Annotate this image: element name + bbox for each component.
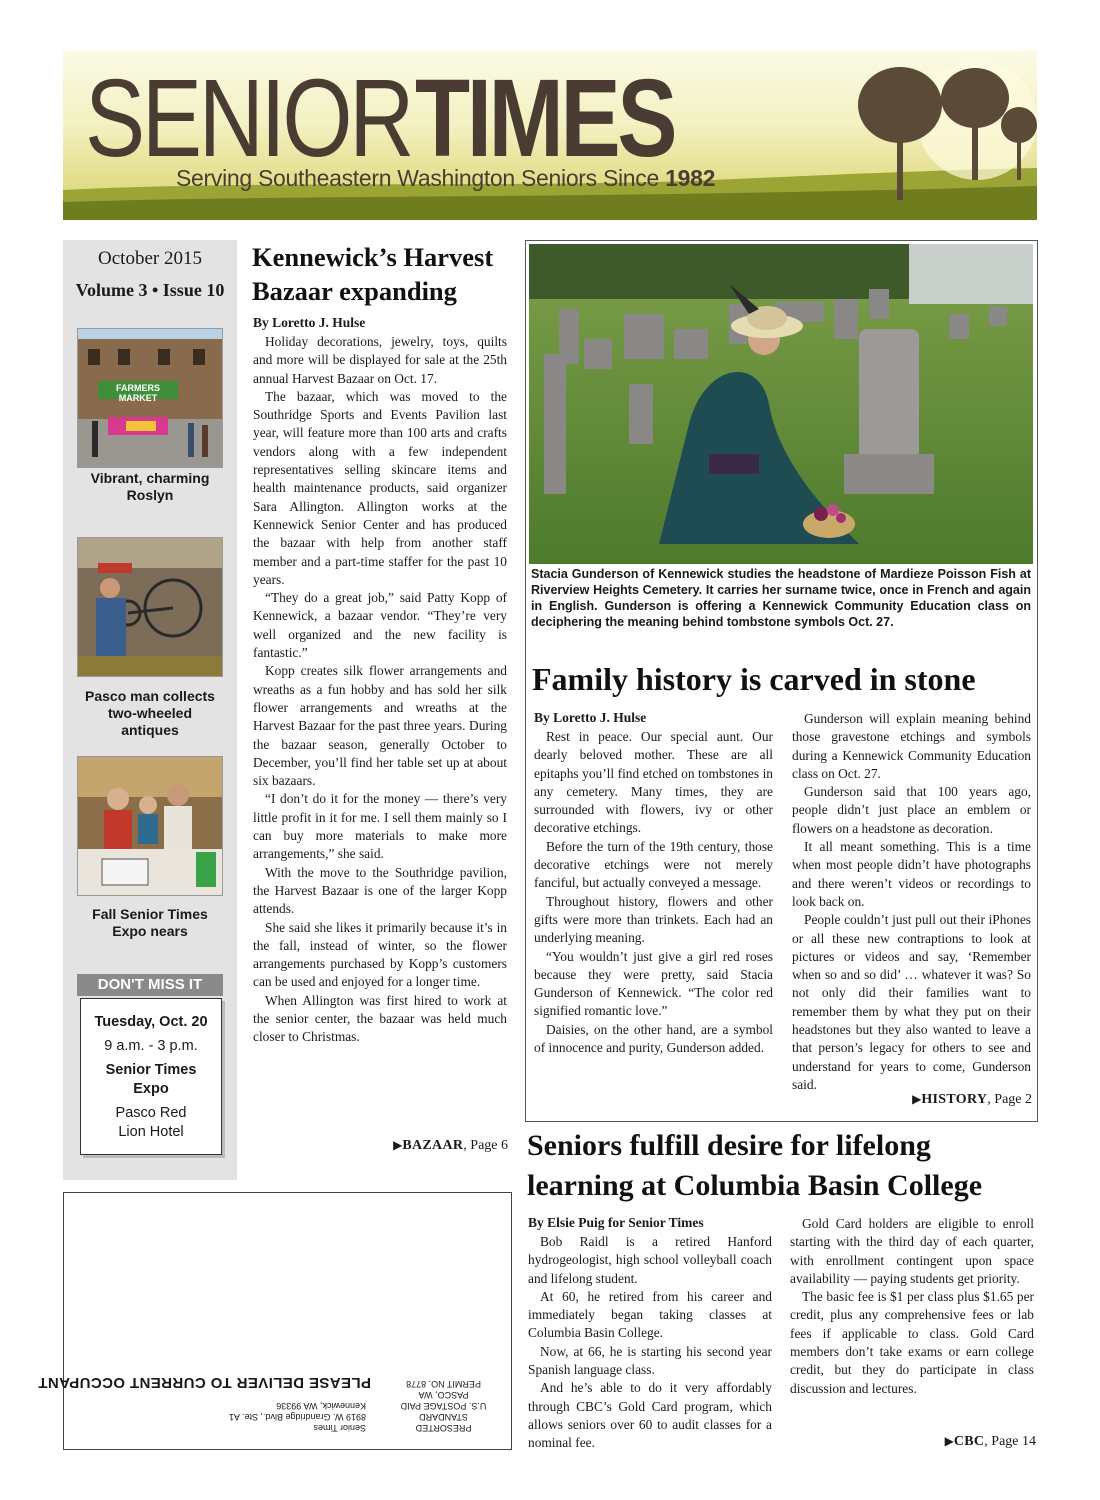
cemetery-photo-icon [529, 244, 1033, 564]
paragraph: Throughout history, flowers and other gifts were more than trinkets. Each had an underlying meaning. [534, 893, 773, 946]
postage-line: PERMIT NO. 8778 [406, 1379, 481, 1389]
jump-label: BAZAAR [402, 1138, 464, 1153]
cbc-col1 [528, 1233, 772, 1453]
arrow-right-icon: ▶ [944, 1434, 954, 1448]
paragraph: At 60, he retired from his career and immediately began taking classes at Columbia Basin College. [528, 1288, 772, 1341]
tagline-year: 1982 [665, 165, 716, 191]
mailing-label-box [37, 1192, 512, 1450]
dont-miss-label: DON'T MISS IT [77, 974, 223, 996]
trees-icon [777, 50, 1037, 220]
paragraph: “You wouldn’t just give a girl red roses because they were pretty, said Stacia Gunderson of Kennewick. “The color red signified romantic love.” [534, 948, 773, 1019]
roslyn-caption[interactable] [63, 470, 237, 504]
jump-page: , Page 2 [987, 1092, 1032, 1107]
caption-line: Roslyn [126, 487, 174, 503]
history-col1 [534, 728, 773, 1057]
paragraph: “They do a great job,” said Patty Kopp of Kennewick, a bazaar vendor. “They’re very well organized and the new facility is fantastic.” [253, 590, 507, 661]
return-address [229, 1400, 366, 1433]
paragraph: It all meant something. This is a time when most people didn’t have photographs and there weren’t videos or recordings to look back on. [792, 839, 1031, 909]
arrow-right-icon: ▶ [912, 1092, 922, 1106]
photo-caption: Stacia Gunderson of Kennewick studies the headstone of Mardieze Poisson Fish at Riverview Heights Cemetery. It carries her surname twice, once in French and again in English. Gunderson is offering a Kennewick Community Education class on deciphering the meaning behind tombstone symbols Oct. 27. [531, 567, 1031, 629]
caption-line: Vibrant, charming [90, 470, 210, 486]
expo-thumbnail[interactable] [77, 756, 223, 896]
bazaar-body [253, 333, 507, 1047]
issue-date: October 2015 [98, 248, 202, 269]
bicycle-photo-icon [78, 538, 222, 676]
cbc-col2 [790, 1215, 1034, 1398]
return-line: Senior Times [313, 1423, 366, 1433]
history-byline: By Loretto J. Hulse [534, 710, 647, 725]
caption-line: Fall Senior Times [92, 906, 208, 922]
event-venue: Lion Hotel [118, 1124, 184, 1140]
cbc-headline[interactable] [527, 1126, 1037, 1206]
postage-permit [396, 1378, 491, 1433]
paragraph: Gold Card holders are eligible to enroll starting with the third day of each quarter, with enrollment contingent upon space availability — paying students get priority. [790, 1216, 1034, 1286]
paragraph: Holiday decorations, jewelry, toys, quilts and more will be displayed for sale at the 25th annual Harvest Bazaar on Oct. 17. [253, 334, 507, 386]
bazaar-headline[interactable] [252, 240, 517, 308]
postage-line: PRESORTED [415, 1423, 472, 1433]
paragraph: When Allington was first hired to work at the senior center, the bazaar was held much closer to Christmas. [253, 992, 507, 1045]
paragraph: She said she likes it primarily because it’s in the fall, instead of winter, so the flower arrangements purchased by Kopp’s customers can be used and enjoyed for a longer time. [253, 919, 507, 990]
masthead [63, 50, 1037, 220]
paragraph: Daisies, on the other hand, are a symbol of innocence and purity, Gunderson added. [534, 1021, 773, 1056]
event-venue: Pasco Red [115, 1105, 187, 1121]
headline-line: Bazaar expanding [252, 276, 457, 306]
bazaar-byline: By Loretto J. Hulse [253, 315, 366, 330]
event-name: Expo [133, 1081, 169, 1097]
caption-line: two-wheeled [107, 705, 192, 721]
postage-line: PASCO, WA [418, 1390, 469, 1400]
bicycle-thumbnail[interactable] [77, 537, 223, 677]
event-date: Tuesday, Oct. 20 [94, 1014, 208, 1030]
history-jump-link[interactable] [826, 1092, 1032, 1108]
cbc-jump-link[interactable] [840, 1434, 1036, 1450]
paragraph: The basic fee is $1 per class plus $1.65 per credit, plus any comprehensive fees or lab fees if applicable to class. Gold Card members don’t take exams or earn college credit, but they do participate in class discussion and lectures. [790, 1289, 1034, 1396]
history-col2 [792, 710, 1031, 1094]
expo-photo-icon [78, 757, 222, 895]
headline-line: learning at Columbia Basin College [527, 1169, 983, 1202]
caption-line: antiques [121, 722, 179, 738]
paragraph: Bob Raidl is a retired Hanford hydrogeologist, high school volleyball coach and lifelong student. [528, 1234, 772, 1286]
paragraph: With the move to the Southridge pavilion, the Harvest Bazaar is one of the larger Kopp attends. [253, 864, 507, 917]
market-sign: FARMERS MARKET [115, 383, 160, 403]
cbc-byline: By Elsie Puig for Senior Times [528, 1215, 704, 1230]
bicycle-caption[interactable] [63, 688, 237, 739]
masthead-title-times: TIMES [414, 57, 674, 180]
paragraph: And he’s able to do it very affordably through CBC’s Gold Card program, which allows seniors over 60 to audit classes for a nominal fee. [528, 1380, 772, 1451]
expo-caption[interactable] [63, 906, 237, 940]
headline-line: Seniors fulfill desire for lifelong [527, 1129, 931, 1162]
masthead-tagline [176, 165, 715, 192]
paragraph: Gunderson said that 100 years ago, people didn’t just place an emblem or flowers on a headstone as decoration. [792, 784, 1031, 836]
caption-line: Expo nears [112, 923, 188, 939]
jump-label: CBC [953, 1434, 985, 1449]
paragraph: Kopp creates silk flower arrangements and wreaths as a fun hobby and has sold her silk flower arrangements and wreaths at the Harvest Bazaar for the past three years. During the bazaar season, generally October to December, you’ll find her table set up at about six bazaars. [253, 663, 507, 789]
jump-page: , Page 14 [984, 1434, 1036, 1449]
dont-miss-box [80, 998, 222, 1155]
return-line: Kennewick, WA 99336 [276, 1401, 366, 1411]
issue-volume: Volume 3 • Issue 10 [75, 280, 225, 300]
cemetery-photo[interactable] [529, 244, 1033, 564]
masthead-title-senior: SENIOR [85, 57, 412, 180]
paragraph: “I don’t do it for the money — there’s very little profit in it for me. I sell them mainly so I can buy more materials to make more arrangements,” she said. [253, 791, 507, 862]
postage-line: U.S. POSTAGE PAID [400, 1401, 487, 1411]
jump-label: HISTORY [921, 1092, 988, 1107]
mailing-label-content [37, 1193, 511, 1449]
history-box [525, 240, 1038, 1122]
tagline-text: Serving Southeastern Washington Seniors Since [176, 165, 659, 191]
event-name: Senior Times [105, 1062, 197, 1078]
bazaar-jump-link[interactable] [330, 1138, 508, 1154]
return-line: 8919 W. Grandridge Blvd., Ste. A1 [228, 1412, 366, 1422]
left-rail [63, 240, 237, 1180]
caption-line: Pasco man collects [85, 688, 215, 704]
paragraph: People couldn’t just pull out their iPhones or all these new contraptions to look at pictures or videos and say, ‘Remember when so and so did’ … whatever it was? So not only did their families want to remember them by what they put on their headstones but they also wanted to leave a that person’s legacy for others to see and understand for years to come, Gunderson said. [792, 912, 1031, 1092]
paragraph: Gunderson will explain meaning behind those gravestone etchings and symbols during a Kennewick Community Education class on Oct. 27. [792, 711, 1031, 781]
roslyn-thumbnail[interactable] [77, 328, 223, 468]
arrow-right-icon: ▶ [393, 1138, 403, 1152]
history-headline[interactable]: Family history is carved in stone [532, 661, 976, 697]
paragraph: Before the turn of the 19th century, those decorative etchings were not merely fanciful, but actually conveyed a message. [534, 838, 773, 891]
paragraph: The bazaar, which was moved to the Southridge Sports and Events Pavilion last year, will feature more than 100 arts and crafts vendors along with a few independent representatives selling skincare items and health maintenance products, said organizer Sara Allington. Allington works at the Kennewick Senior Center and has produced the bazaar with help from another staff member and a part-time staffer for the past 10 years. [253, 388, 507, 587]
headline-line: Kennewick’s Harvest [252, 242, 494, 272]
deliver-notice: PLEASE DELIVER TO CURRENT OCCUPANT [37, 1374, 371, 1391]
postage-line: STANDARD [419, 1412, 468, 1422]
paragraph: Rest in peace. Our special aunt. Our dearly beloved mother. These are all epitaphs you’ll find etched on tombstones in any cemetery. Many times, they are surrounded with flowers, ivy or other decorative etchings. [534, 729, 773, 836]
paragraph: Now, at 66, he is starting his second year Spanish language class. [528, 1343, 772, 1378]
jump-page: , Page 6 [463, 1138, 508, 1153]
event-time: 9 a.m. - 3 p.m. [104, 1038, 198, 1054]
